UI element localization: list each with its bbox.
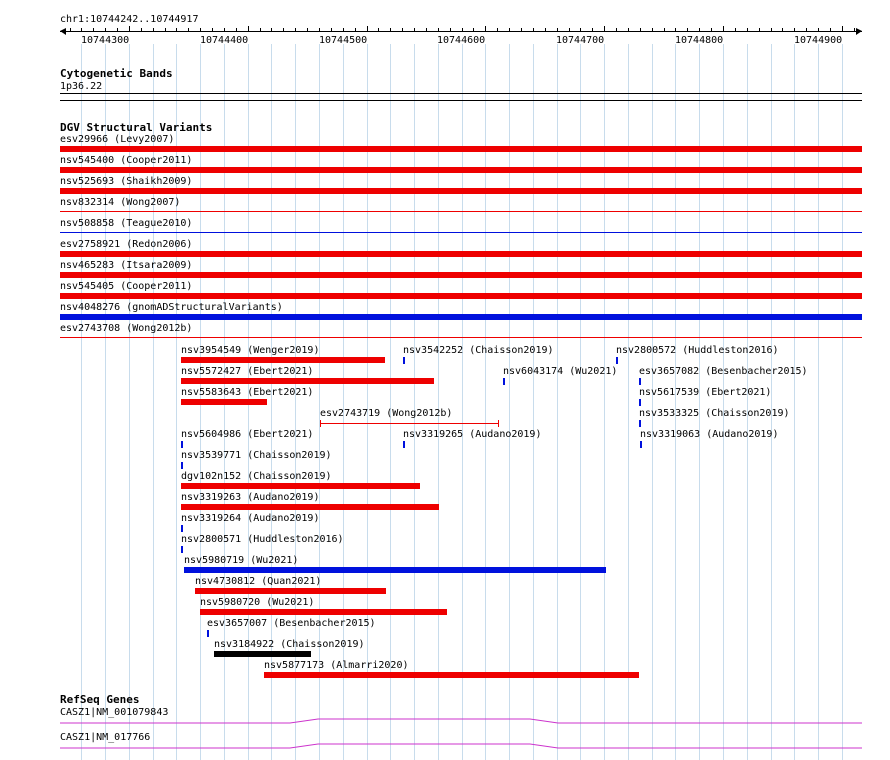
ruler-minor-tick [521, 28, 522, 32]
ruler-minor-tick [557, 28, 558, 32]
ruler-line [60, 31, 862, 32]
ruler-minor-tick [81, 28, 82, 32]
ruler-minor-tick [711, 28, 712, 32]
ruler-major-tick [842, 26, 843, 32]
sv-bar[interactable] [60, 167, 862, 173]
ruler-minor-tick [331, 28, 332, 32]
sv-bar[interactable] [503, 378, 505, 385]
ruler-minor-tick [509, 28, 510, 32]
sv-bar[interactable] [181, 504, 439, 510]
sv-label[interactable]: esv2743708 (Wong2012b) [60, 323, 193, 334]
ruler-major-tick [367, 26, 368, 32]
sv-label[interactable]: esv2743719 (Wong2012b) [320, 408, 453, 419]
ruler-minor-tick [533, 28, 534, 32]
sv-bar[interactable] [181, 462, 183, 469]
sv-bar[interactable] [403, 357, 405, 364]
gene-model[interactable] [60, 742, 862, 750]
sv-bar[interactable] [195, 588, 386, 594]
dgv-track-title[interactable]: DGV Structural Variants [60, 121, 213, 134]
sv-label[interactable]: nsv2800572 (Huddleston2016) [616, 345, 779, 356]
ruler-minor-tick [165, 28, 166, 32]
sv-bar[interactable] [207, 630, 209, 637]
sv-label[interactable]: nsv4730812 (Quan2021) [195, 576, 322, 587]
gene-model[interactable] [60, 717, 862, 725]
sv-label[interactable]: nsv4048276 (gnomADStructuralVariants) [60, 302, 283, 313]
sv-bar[interactable] [320, 423, 499, 424]
sv-bar[interactable] [181, 546, 183, 553]
ruler-minor-tick [818, 28, 819, 32]
ruler-minor-tick [93, 28, 94, 32]
sv-bar[interactable] [184, 567, 606, 573]
sv-label[interactable]: nsv2800571 (Huddleston2016) [181, 534, 344, 545]
sv-label[interactable]: nsv3319264 (Audano2019) [181, 513, 320, 524]
sv-bar[interactable] [60, 337, 862, 338]
sv-bar[interactable] [639, 420, 641, 427]
cytoband-band[interactable] [60, 93, 862, 94]
sv-bar[interactable] [60, 211, 862, 212]
ruler-minor-tick [438, 28, 439, 32]
sv-bar-end [320, 420, 321, 427]
ruler-major-tick [248, 26, 249, 32]
cytoband-track-title[interactable]: Cytogenetic Bands [60, 67, 173, 80]
sv-bar[interactable] [403, 441, 405, 448]
sv-bar[interactable] [60, 272, 862, 278]
ruler-minor-tick [70, 28, 71, 32]
sv-label[interactable]: nsv3542252 (Chaisson2019) [403, 345, 554, 356]
ruler-minor-tick [426, 28, 427, 32]
sv-bar[interactable] [200, 609, 447, 615]
sv-label[interactable]: nsv3533325 (Chaisson2019) [639, 408, 790, 419]
ruler-minor-tick [105, 28, 106, 32]
sv-label[interactable]: nsv3184922 (Chaisson2019) [214, 639, 365, 650]
ruler-minor-tick [735, 28, 736, 32]
ruler-major-tick [129, 26, 130, 32]
ruler-minor-tick [652, 28, 653, 32]
ruler-tick-label: 10744900 [794, 35, 843, 46]
ruler-minor-tick [236, 28, 237, 32]
sv-label[interactable]: esv3657007 (Besenbacher2015) [207, 618, 376, 629]
sv-label[interactable]: dgv102n152 (Chaisson2019) [181, 471, 332, 482]
ruler-major-tick [723, 26, 724, 32]
sv-bar[interactable] [639, 399, 641, 406]
sv-label[interactable]: nsv5617539 (Ebert2021) [639, 387, 772, 398]
ruler-minor-tick [176, 28, 177, 32]
sv-bar[interactable] [214, 651, 311, 657]
ruler-minor-tick [580, 28, 581, 32]
sv-bar[interactable] [181, 525, 183, 532]
ruler-minor-tick [141, 28, 142, 32]
ruler-minor-tick [675, 28, 676, 32]
ruler-minor-tick [462, 28, 463, 32]
sv-label[interactable]: nsv5572427 (Ebert2021) [181, 366, 314, 377]
cytoband-label[interactable]: 1p36.22 [60, 81, 103, 92]
ruler-minor-tick [497, 28, 498, 32]
ruler-minor-tick [212, 28, 213, 32]
sv-bar[interactable] [264, 672, 639, 678]
sv-bar[interactable] [181, 378, 434, 384]
ruler-minor-tick [402, 28, 403, 32]
ruler-minor-tick [687, 28, 688, 32]
track-divider [60, 100, 862, 101]
ruler-minor-tick [153, 28, 154, 32]
sv-bar[interactable] [60, 188, 862, 194]
sv-bar-end [498, 420, 499, 427]
sv-label[interactable]: nsv508858 (Teague2010) [60, 218, 193, 229]
sv-bar[interactable] [60, 232, 862, 233]
sv-label[interactable]: esv29966 (Levy2007) [60, 134, 175, 145]
ruler-minor-tick [271, 28, 272, 32]
sv-bar[interactable] [181, 357, 385, 363]
ruler-right-arrow [856, 28, 862, 35]
sv-label[interactable]: nsv3319063 (Audano2019) [640, 429, 779, 440]
sv-bar[interactable] [181, 399, 267, 405]
sv-label[interactable]: nsv545400 (Cooper2011) [60, 155, 193, 166]
ruler-minor-tick [414, 28, 415, 32]
sv-label[interactable]: nsv832314 (Wong2007) [60, 197, 181, 208]
ruler-minor-tick [200, 28, 201, 32]
gene-intron-line [60, 719, 862, 723]
sv-bar[interactable] [639, 378, 641, 385]
ruler-minor-tick [806, 28, 807, 32]
ruler-tick-label: 10744500 [319, 35, 368, 46]
ruler-tick-label: 10744800 [675, 35, 724, 46]
ruler-minor-tick [699, 28, 700, 32]
sv-label[interactable]: esv2758921 (Redon2006) [60, 239, 193, 250]
sv-label[interactable]: nsv3319263 (Audano2019) [181, 492, 320, 503]
ruler-minor-tick [759, 28, 760, 32]
sv-bar[interactable] [60, 146, 862, 152]
ruler [0, 0, 890, 60]
sv-bar[interactable] [60, 314, 862, 320]
ruler-minor-tick [295, 28, 296, 32]
sv-label[interactable]: nsv5604986 (Ebert2021) [181, 429, 314, 440]
ruler-minor-tick [343, 28, 344, 32]
ruler-major-tick [485, 26, 486, 32]
sv-bar[interactable] [616, 357, 618, 364]
refseq-track-title[interactable]: RefSeq Genes [60, 693, 140, 706]
sv-label[interactable]: nsv545405 (Cooper2011) [60, 281, 193, 292]
gene-intron-line [60, 744, 862, 748]
ruler-minor-tick [628, 28, 629, 32]
ruler-tick-label: 10744700 [556, 35, 605, 46]
sv-label[interactable]: nsv5877173 (Almarri2020) [264, 660, 409, 671]
ruler-minor-tick [450, 28, 451, 32]
ruler-major-tick [604, 26, 605, 32]
sv-label[interactable]: nsv525693 (Shaikh2009) [60, 176, 193, 187]
ruler-minor-tick [117, 28, 118, 32]
ruler-minor-tick [283, 28, 284, 32]
sv-label[interactable]: nsv3539771 (Chaisson2019) [181, 450, 332, 461]
gene-label[interactable]: CASZ1|NM_017766 [60, 732, 151, 743]
ruler-minor-tick [771, 28, 772, 32]
sv-label[interactable]: nsv5980720 (Wu2021) [200, 597, 315, 608]
sv-bar[interactable] [640, 441, 642, 448]
sv-label[interactable]: esv3657082 (Besenbacher2015) [639, 366, 808, 377]
ruler-minor-tick [545, 28, 546, 32]
sv-label[interactable]: nsv3954549 (Wenger2019) [181, 345, 320, 356]
ruler-minor-tick [830, 28, 831, 32]
ruler-minor-tick [782, 28, 783, 32]
ruler-minor-tick [224, 28, 225, 32]
ruler-minor-tick [319, 28, 320, 32]
ruler-tick-label: 10744400 [200, 35, 249, 46]
sv-label[interactable]: nsv5583643 (Ebert2021) [181, 387, 314, 398]
ruler-tick-label: 10744600 [437, 35, 486, 46]
sv-label[interactable]: nsv6043174 (Wu2021) [503, 366, 618, 377]
sv-bar[interactable] [181, 483, 420, 489]
ruler-minor-tick [260, 28, 261, 32]
ruler-minor-tick [640, 28, 641, 32]
ruler-minor-tick [390, 28, 391, 32]
sv-bar[interactable] [181, 441, 183, 448]
ruler-minor-tick [616, 28, 617, 32]
ruler-minor-tick [378, 28, 379, 32]
ruler-minor-tick [188, 28, 189, 32]
sv-bar[interactable] [60, 251, 862, 257]
sv-label[interactable]: nsv5980719 (Wu2021) [184, 555, 299, 566]
sv-label[interactable]: nsv3319265 (Audano2019) [403, 429, 542, 440]
location-label: chr1:10744242..10744917 [60, 14, 199, 25]
ruler-minor-tick [307, 28, 308, 32]
ruler-minor-tick [854, 28, 855, 32]
sv-bar[interactable] [60, 293, 862, 299]
ruler-minor-tick [569, 28, 570, 32]
gene-label[interactable]: CASZ1|NM_001079843 [60, 707, 169, 718]
ruler-minor-tick [473, 28, 474, 32]
sv-label[interactable]: nsv465283 (Itsara2009) [60, 260, 193, 271]
ruler-minor-tick [592, 28, 593, 32]
ruler-minor-tick [664, 28, 665, 32]
ruler-minor-tick [355, 28, 356, 32]
ruler-tick-label: 10744300 [81, 35, 130, 46]
ruler-left-arrow [60, 28, 66, 35]
ruler-minor-tick [794, 28, 795, 32]
ruler-minor-tick [747, 28, 748, 32]
